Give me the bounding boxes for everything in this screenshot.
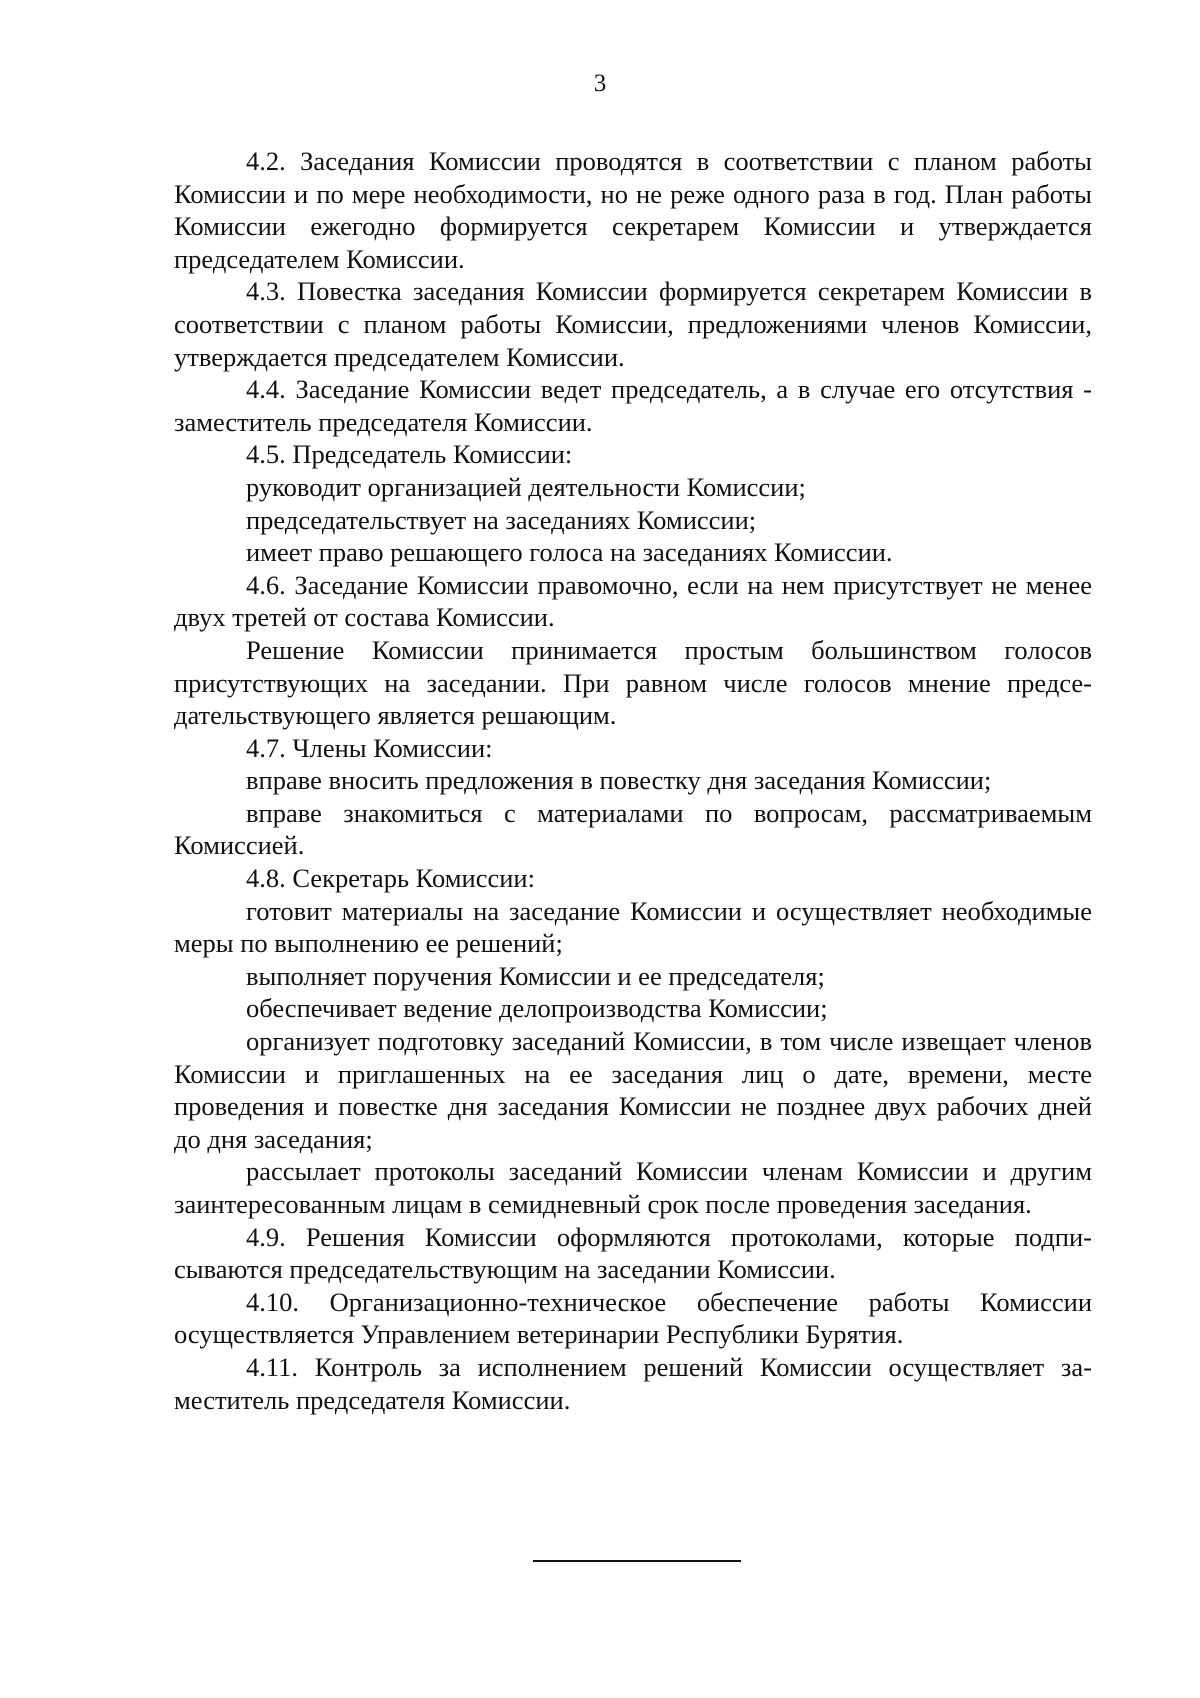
list-item: обеспечивает ведение делопроизводства Комиссии; — [246, 993, 828, 1024]
paragraph-4-10: 4.10. Организационно-техническое обеспечение работы Комиссии осуществляется Управлением ветеринарии Республики Бурятия. — [174, 1286, 1092, 1350]
list-item: рассылает протоколы заседаний Комиссии членам Комиссии и другим заинтересованным лицам в семидневный срок после проведения заседания. — [174, 1156, 1092, 1219]
list-item: организует подготовку заседаний Комиссии, в том числе извещает членов Комиссии и приглашенных на ее заседания лиц о дате, времени, месте проведения и повестке дня заседания Комиссии не позднее двух рабочих дней до дня заседания; — [174, 1026, 1092, 1154]
paragraph-4-6: 4.6. Заседание Комиссии правомочно, если на нем присутствует не менее двух третей от состава Комиссии. — [174, 569, 1092, 633]
paragraph-4-3: 4.3. Повестка заседания Комиссии формируется секретарем Комиссии в соответствии с планом работы Комиссии, предложениями членов Комиссии, утверждается председателем Комиссии. — [174, 276, 1092, 372]
document-body — [174, 145, 1092, 1416]
list-item: руководит организацией деятельности Комиссии; — [246, 471, 806, 502]
paragraph-4-11: 4.11. Контроль за исполнением решений Комиссии осуществляет заместитель председателя Комиссии. — [174, 1351, 1092, 1415]
paragraph-4-9: 4.9. Решения Комиссии оформляются протоколами, которые подписываются председательствующим на заседании Комиссии. — [174, 1221, 1092, 1285]
paragraph-4-7: 4.7. Члены Комиссии: — [246, 732, 493, 763]
paragraph-4-8: 4.8. Секретарь Комиссии: — [246, 863, 535, 894]
paragraph-4-2: 4.2. Заседания Комиссии проводятся в соответствии с планом работы Комиссии и по мере необходимости, но не реже одного раза в год. План работы Комиссии ежегодно формируется секретарем Комиссии и утверждается председателем Комиссии. — [174, 146, 1092, 274]
closing-divider — [533, 1560, 741, 1562]
list-item: выполняет поручения Комиссии и ее председателя; — [246, 960, 825, 991]
list-item: вправе знакомиться с материалами по вопросам, рассматриваемым Комиссией. — [174, 797, 1092, 861]
list-item: имеет право решающего голоса на заседаниях Комиссии. — [246, 537, 893, 568]
list-item: председательствует на заседаниях Комиссии; — [246, 504, 757, 535]
paragraph-4-5: 4.5. Председатель Комиссии: — [246, 439, 573, 470]
paragraph-4-4: 4.4. Заседание Комиссии ведет председатель, а в случае его отсутствия - заместитель председателя Комиссии. — [174, 374, 1092, 437]
paragraph-decision: Решение Комиссии принимается простым большинством голосов присутствующих на заседании. При равном числе голосов мнение председательствующего является решающим. — [174, 634, 1092, 731]
page-number: 3 — [593, 70, 607, 97]
list-item: готовит материалы на заседание Комиссии и осуществляет необходимые меры по выполнению ее решений; — [174, 895, 1092, 959]
list-item: вправе вносить предложения в повестку дня заседания Комиссии; — [246, 765, 992, 796]
